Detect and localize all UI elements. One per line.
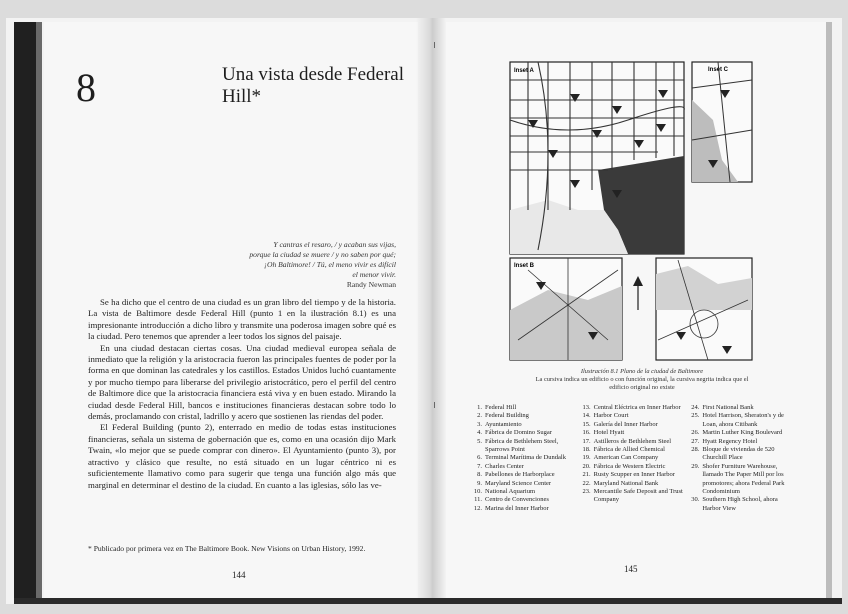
map-legend xyxy=(472,404,792,513)
legend-item-number: 11. xyxy=(474,496,482,504)
legend-item-label: Fábrica de Bethlehem Steel, Sparrows Point xyxy=(485,437,559,454)
legend-item-number: 25. xyxy=(691,412,700,420)
legend-column xyxy=(689,404,792,513)
legend-column xyxy=(581,404,684,513)
left-page xyxy=(44,22,418,598)
legend-item-label: Harbor Court xyxy=(593,412,629,420)
legend-item-number: 3. xyxy=(477,420,482,428)
legend-item-label: Shofer Furniture Warehouse, llamado The Paper Mill por los promotores; ahora Federal Park Condominium xyxy=(702,462,785,496)
legend-item xyxy=(581,429,684,437)
legend-item-number: 2. xyxy=(477,412,482,420)
legend-item xyxy=(581,463,684,471)
legend-item xyxy=(581,480,684,488)
legend-item-label: Maryland Science Center xyxy=(485,479,552,487)
right-page xyxy=(446,22,826,598)
legend-item-label: Hyatt Regency Hotel xyxy=(702,437,758,445)
legend-item-number: 30. xyxy=(691,496,700,504)
chapter-number: 8 xyxy=(76,65,96,110)
legend-item-number: 20. xyxy=(582,462,591,470)
legend-item-label: Federal Hill xyxy=(485,404,517,411)
legend-item-number: 18. xyxy=(582,446,591,454)
legend-item-label: Federal Building xyxy=(485,412,529,420)
legend-item-number: 8. xyxy=(477,471,482,479)
legend-item xyxy=(689,463,792,497)
epigraph xyxy=(204,240,396,290)
legend-item-number: 28. xyxy=(691,446,700,454)
legend-item xyxy=(581,421,684,429)
legend-item-number: 4. xyxy=(477,429,482,437)
legend-item-number: 9. xyxy=(477,479,482,487)
legend-item xyxy=(472,404,575,412)
legend-item-number: 26. xyxy=(691,429,700,437)
legend-item-number: 13. xyxy=(582,404,591,411)
epigraph-line: Y cantras el resaro, / y acaban sus vijas, xyxy=(273,240,396,249)
epigraph-line: porque la ciudad se muere / y no saben por qué; xyxy=(249,250,396,259)
legend-item xyxy=(581,488,684,505)
legend-item xyxy=(581,438,684,446)
legend-item xyxy=(581,412,684,420)
legend-item-label: Southern High School, ahora Harbor View xyxy=(702,496,778,512)
legend-item xyxy=(472,463,575,471)
book-gutter-shadow xyxy=(416,18,446,604)
baltimore-map-graphic xyxy=(508,60,754,362)
legend-item-label: Charles Center xyxy=(485,462,524,470)
epigraph-line: el menor vivir. xyxy=(352,270,396,279)
legend-item xyxy=(689,404,792,412)
legend-item-label: Fábrica de Allied Chemical xyxy=(593,446,665,454)
paragraph: En una ciudad destacan ciertas cosas. Una ciudad medieval europea señala de inmediato que la religión y la aristocracia fueron las principales fuentes de poder por la forma en que dominan las catedrales y los castillos. Estados Unidos luchó cuantamente y por mucho tiempo para liberarse del privilegio aristocrático, pero el perfil del centro de Baltimore dice que la aristocracia financiera está viva y en buen estado. Mirando la ciudad desde Federal Hill, bancos e instituciones financieras destacan sobre todo lo demás, proclamando con cristal, ladrillo y acero que sostienen las riendas del poder. xyxy=(88,342,396,422)
legend-item-label: Mercantile Safe Deposit and Trust Company xyxy=(593,488,683,504)
legend-item xyxy=(689,438,792,446)
legend-item-number: 10. xyxy=(473,488,482,496)
legend-item-number: 14. xyxy=(582,412,591,420)
legend-item-label: Marina del Inner Harbor xyxy=(485,504,549,512)
legend-item xyxy=(689,496,792,513)
legend-item xyxy=(472,480,575,488)
body-text xyxy=(88,297,396,491)
north-arrow-icon xyxy=(633,276,643,310)
legend-item xyxy=(472,496,575,504)
legend-column xyxy=(472,404,575,513)
legend-item xyxy=(689,412,792,429)
epigraph-line: ¡Oh Baltimore! / Tú, el meno vivir es difícil xyxy=(264,260,396,269)
legend-item xyxy=(472,412,575,420)
legend-item xyxy=(472,421,575,429)
legend-item-label: Hotel Harrison, Sheraton's y de Loan, ahora Citibank xyxy=(702,412,784,428)
legend-item-label: Astilleros de Bethlehem Steel xyxy=(593,437,672,445)
paragraph: El Federal Building (punto 2), enterrado en medio de todas estas instituciones financieras, señala un sistema de gobernación que es, como en una ocasión dijo Mark Twain, «lo mejor que se puede comprar con dinero». El Ayuntamiento (punto 3), por atractivo y clásico que resulte, no está situado en un lugar céntrico ni es suficientemente llamativo como para sugerir que tenga una función algo más que marginal en determinar el destino de la ciudad. En cuanto a las iglesias, sólo las ve- xyxy=(88,422,396,490)
legend-item xyxy=(472,429,575,437)
map-caption xyxy=(526,368,758,393)
legend-item xyxy=(472,454,575,462)
legend-item xyxy=(472,488,575,496)
epigraph-author: Randy Newman xyxy=(346,280,396,289)
legend-item-label: Galería del Inner Harbor xyxy=(593,420,658,428)
legend-item-label: Martin Luther King Boulevard xyxy=(702,429,783,437)
legend-item-label: First National Bank xyxy=(702,404,754,411)
legend-item-number: 27. xyxy=(691,437,700,445)
legend-item-number: 19. xyxy=(582,454,591,462)
legend-item-label: Rusty Scupper en Inner Harbor xyxy=(593,471,675,479)
legend-item-number: 24. xyxy=(691,404,700,411)
legend-item-number: 15. xyxy=(582,420,591,428)
legend-item xyxy=(581,446,684,454)
legend-item-number: 12. xyxy=(473,504,482,512)
legend-item-label: National Aquarium xyxy=(485,488,536,496)
legend-item-label: American Can Company xyxy=(593,454,659,462)
legend-item-label: Ayuntamiento xyxy=(485,420,522,428)
inset-a-label: Inset A xyxy=(514,68,534,74)
inset-c-label: Inset C xyxy=(708,67,729,73)
legend-item-number: 6. xyxy=(477,454,482,462)
legend-item-label: Bloque de viviendas de 520 Churchill Place xyxy=(702,446,775,462)
legend-item xyxy=(581,404,684,412)
legend-item-label: Fábrica de Domino Sugar xyxy=(485,429,552,437)
legend-item-number: 17. xyxy=(582,437,591,445)
scan-binding-edge xyxy=(14,22,36,600)
caption-title: Ilustración 8.1 Plano de la ciudad de Baltimore xyxy=(580,368,704,375)
scan-binding-edge-inner xyxy=(36,22,42,600)
legend-item-number: 16. xyxy=(582,429,591,437)
legend-item xyxy=(581,471,684,479)
paragraph: Se ha dicho que el centro de una ciudad es un gran libro del tiempo y de la historia. La vista de Baltimore desde Federal Hill (punto 1 en la ilustración 8.1) es una impresionante introducción a dicho libro y transmite una poderosa imagen sobre qué es la ciudad. Pero tenemos que aprender a leer todos los signos del paisaje. xyxy=(88,297,396,342)
legend-item-number: 22. xyxy=(582,479,591,487)
legend-item-number: 23. xyxy=(582,488,591,496)
city-map xyxy=(508,60,754,362)
legend-item xyxy=(581,454,684,462)
legend-item-number: 29. xyxy=(691,462,700,470)
scan-bottom-edge xyxy=(14,598,842,604)
legend-item-label: Fábrica de Western Electric xyxy=(593,462,666,470)
legend-item-label: Maryland National Bank xyxy=(593,479,659,487)
legend-item xyxy=(472,505,575,513)
caption-text: La cursiva indica un edificio o con función original, la cursiva negrita indica que el edificio original no existe xyxy=(535,376,749,392)
legend-item-number: 7. xyxy=(477,462,482,470)
page-number-right: 145 xyxy=(624,564,638,574)
legend-item-label: Terminal Marítima de Dundalk xyxy=(485,454,566,462)
footnote: * Publicado por primera vez en The Baltimore Book. New Visions on Urban History, 1992. xyxy=(88,544,366,553)
legend-item xyxy=(689,429,792,437)
legend-item-label: Pabellones de Harborplace xyxy=(485,471,555,479)
legend-item-label: Centro de Convenciones xyxy=(485,496,549,504)
legend-item-number: 5. xyxy=(477,437,482,445)
legend-item-label: Hotel Hyatt xyxy=(593,429,625,437)
inset-b-label: Inset B xyxy=(514,263,535,269)
legend-item-number: 21. xyxy=(582,471,591,479)
legend-item xyxy=(472,471,575,479)
legend-item-number: 1. xyxy=(477,404,482,411)
scan-right-edge xyxy=(826,22,832,600)
legend-item xyxy=(472,438,575,455)
page-number-left: 144 xyxy=(232,570,246,580)
legend-item xyxy=(689,446,792,463)
chapter-title: Una vista desde Federal Hill* xyxy=(222,64,405,107)
legend-item-label: Central Eléctrica en Inner Harbor xyxy=(593,404,681,411)
